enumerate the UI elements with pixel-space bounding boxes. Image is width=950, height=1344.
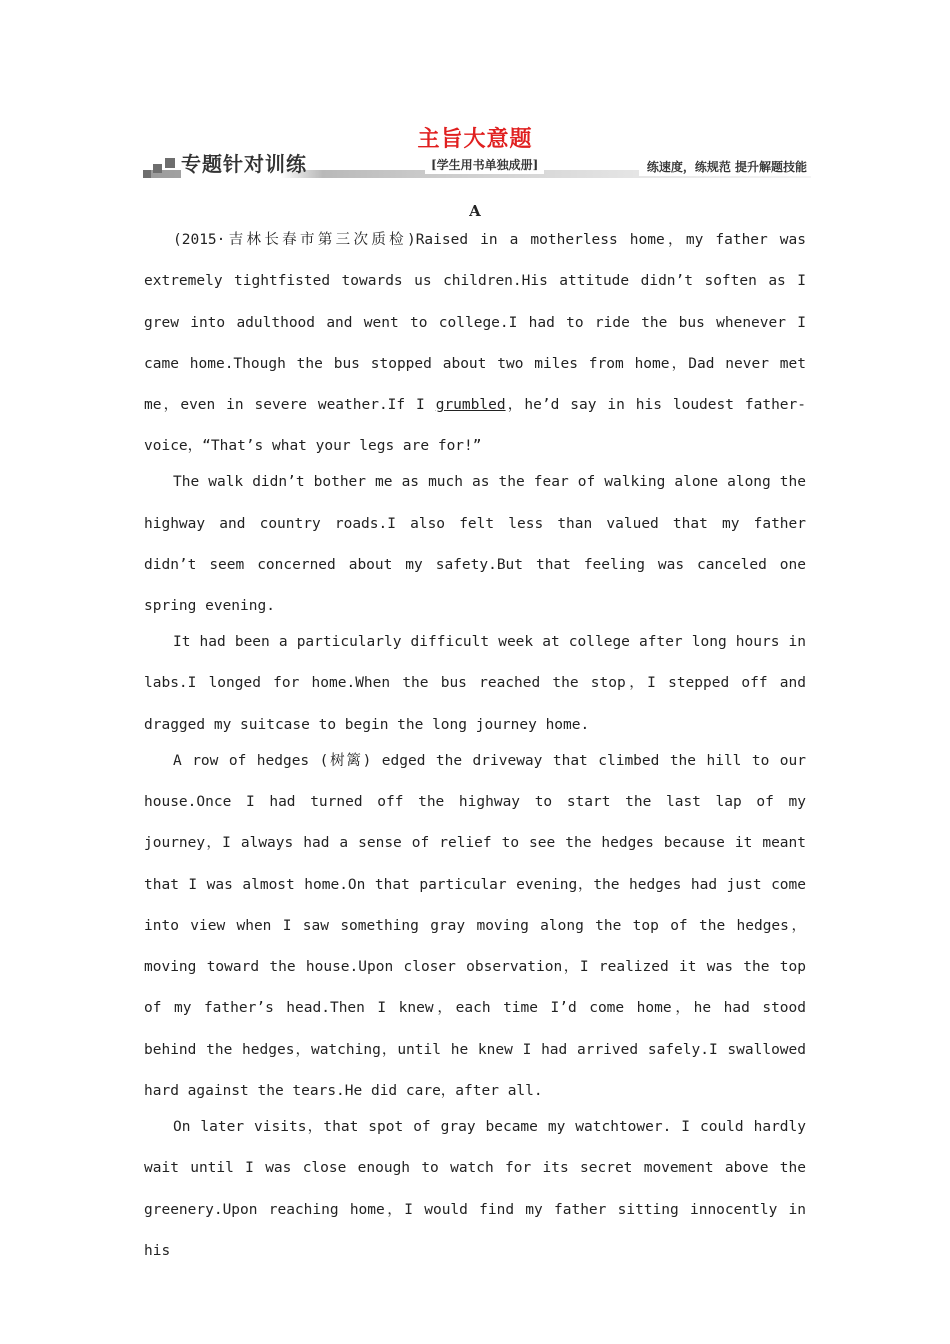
paragraph-3: It had been a particularly difficult week at college after long hours in labs.I longed for home.When the bus reached the stop，I stepped off and dragged my suitcase to begin the long journey home.	[144, 634, 806, 733]
paragraph-2: The walk didn’t bother me as much as the fear of walking alone along the highway and country roads.I also felt less than valued that my father didn’t seem concerned about my safety.But that feeling was canceled one spring evening.	[144, 474, 806, 615]
paragraph-1	[144, 220, 806, 468]
paragraph-4: A row of hedges (树篱) edged the driveway that climbed the hill to our house.Once I had turned off the highway to start the last lap of my journey，I always had a sense of relief to see the hedges because it meant that I was almost home.On that particular evening，the hedges had just come into view when I saw something gray moving along the top of the hedges，moving toward the house.Upon closer observation，I realized it was the top of my father’s head.Then I knew，each time I’d come home，he had stood behind the hedges，watching，until he knew I had arrived safely.I swallowed hard against the tears.He did care，after all.	[144, 752, 806, 1100]
banner-squares-icon	[143, 154, 183, 180]
paragraph-1-text-before: (2015·吉林长春市第三次质检)Raised in a motherless home，my father was extremely tightfisted towards us children.His attitude didn’t soften as I grew into adulthood and went to college.I had to ride the bus whenever I came home.Though the bus stopped about two miles from home，Dad never met me，even in severe weather.If I	[144, 232, 806, 414]
passage-body	[144, 220, 806, 1272]
paragraph-1-text-after: ，he’d say in his loudest father-voice，“That’s what your legs are for!”	[144, 397, 806, 455]
underlined-word: grumbled	[435, 397, 506, 414]
paragraph-5: On later visits，that spot of gray became my watchtower. I could hardly wait until I was close enough to watch for its secret movement above the greenery.Upon reaching home，I would find my father sitting innocently in his	[144, 1118, 806, 1259]
banner-label: 专题针对训练	[181, 150, 323, 178]
passage-letter: A	[469, 202, 481, 220]
banner-center-note: [学生用书单独成册]	[425, 156, 544, 174]
section-banner	[143, 150, 811, 184]
page-title: 主旨大意题	[417, 127, 533, 152]
banner-right-note: 练速度，练规范 提升解题技能	[639, 158, 811, 176]
